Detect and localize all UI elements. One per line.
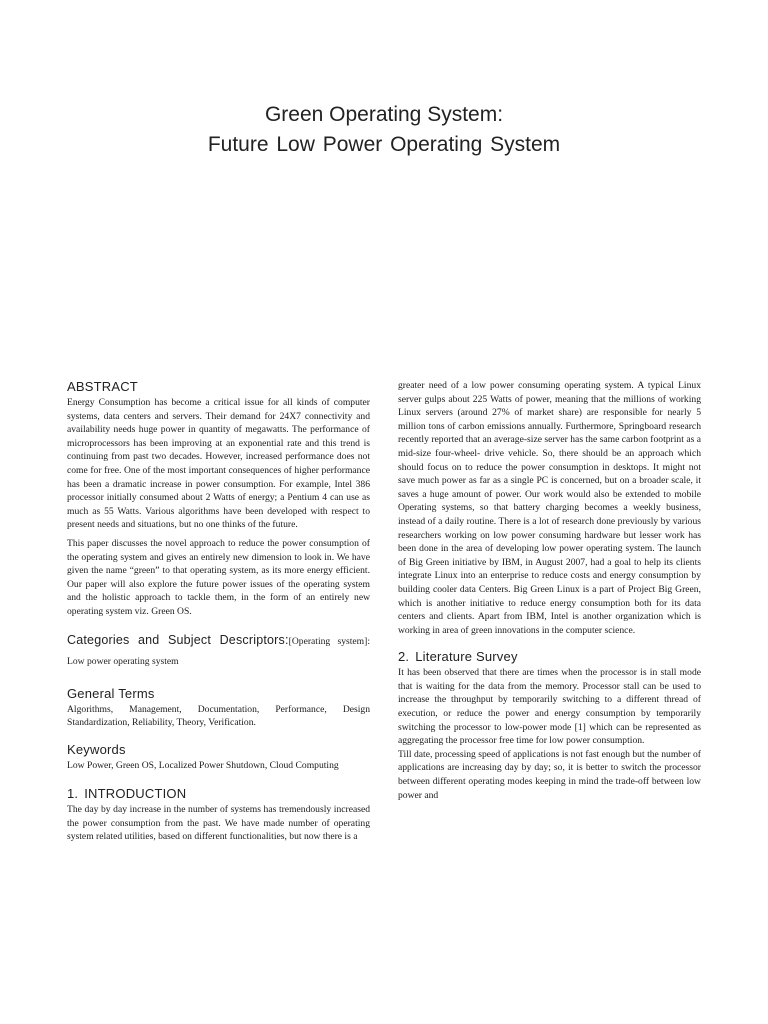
title-line-2: Future Low Power Operating System — [207, 133, 561, 156]
literature-survey-heading — [398, 649, 701, 665]
literature-title: Literature Survey — [415, 649, 518, 665]
abstract-paragraph-2: This paper discusses the novel approach to reduce the power consumption of the operating system and gives an entirely new dimension to look in. We have given the name “green” to that operating system, as its more energy efficient. Our paper will also explore the future power issues of the operating system and the holistic approach to tackle them, in the form of an entirely new operating system viz. Green OS. — [67, 537, 370, 617]
introduction-number: 1. — [67, 786, 79, 802]
categories-section — [67, 631, 370, 671]
literature-paragraph-1: It has been observed that there are times when the processor is in stall mode that is waiting for the data from the memory. Processor stall can be used to increase the throughput by temporarily switching to a different thread of execution, or reduce the power and energy consumption by temporarily switching the processor to low-power mode [1] which can be represented as aggregating the processor free time for low power consumption. — [398, 667, 701, 747]
left-column — [67, 379, 370, 844]
introduction-title: INTRODUCTION — [84, 786, 187, 802]
right-column — [398, 379, 701, 802]
general-terms-text: Algorithms, Management, Documentation, Performance, Design Standardization, Reliability, Theory, Verification. — [67, 703, 370, 729]
introduction-paragraph-1: The day by day increase in the number of systems has tremendously increased the power consumption from the past. We have made number of operating system related utilities, based on different functionalities, but now there is a — [67, 804, 370, 843]
introduction-paragraph-continued: greater need of a low power consuming operating system. A typical Linux server gulps about 225 Watts of power, meaning that the millions of working Linux servers (around 27% of market share) are responsible for nearly 5 million tons of carbon emissions annually. Furthermore, Springboard research recently reported that an average-size server has the same carbon footprint as a mid-size four-wheel- drive vehicle. So, there should be an approach which should focus on to reduce the power consumption in desktops. It might not save much power as far as a single PC is concerned, but on a broader scale, it saves a huge amount of power. Our work would also be extended to mobile Operating systems, so that battery charging becomes a weekly business, instead of a daily routine. There is a lot of research done previously by various researchers working on low power consuming hardware but lesser work has been done in the area of developing low power operating system. The launch of Big Green initiative by IBM, in August 2007, had a goal to help its clients integrate Linux into an enterprise to reduce costs and energy consumption by building cooler data Centers. Big Green Linux is a part of Project Big Green, which is another initiative to reduce energy consumption both for its data centers and clients. Apart from IBM, Intel is another organization which is working in area of green innovations in the computer science. — [398, 380, 701, 636]
title-line-1: Green Operating System: — [264, 103, 504, 126]
categories-heading: Categories and Subject Descriptors: — [67, 632, 289, 647]
paper-title — [0, 100, 768, 160]
abstract-heading: ABSTRACT — [67, 379, 138, 394]
literature-paragraph-2: Till date, processing speed of applications is not fast enough but the number of applications are increasing day by day; so, it is better to switch the processor between different operating modes keeping in mind the trade-off between low power and — [398, 748, 701, 801]
categories-text: [Operating system]: Low power operating system — [67, 635, 370, 667]
abstract-paragraph-1: Energy Consumption has become a critical issue for all kinds of computer systems, data centers and servers. Their demand for 24X7 connectivity and availability needs huge power in quantity of megawatts. The performance of microprocessors has been improving at an exponential rate and this trend is continuing from past two decades. However, increased performance does not come for free. One of the most important consequences of higher performance has been a dramatic increase in power consumption. For example, Intel 386 processor initially consumed about 2 Watts of energy; a Pentium 4 can use as much as 55 Watts. Various algorithms have been developed with respect to present needs and situations, but no one thinks of the future. — [67, 397, 370, 531]
introduction-heading — [67, 786, 370, 802]
literature-number: 2. — [398, 649, 410, 665]
keywords-heading: Keywords — [67, 741, 126, 757]
keywords-text: Low Power, Green OS, Localized Power Shutdown, Cloud Computing — [67, 759, 339, 771]
general-terms-heading: General Terms — [67, 685, 155, 701]
